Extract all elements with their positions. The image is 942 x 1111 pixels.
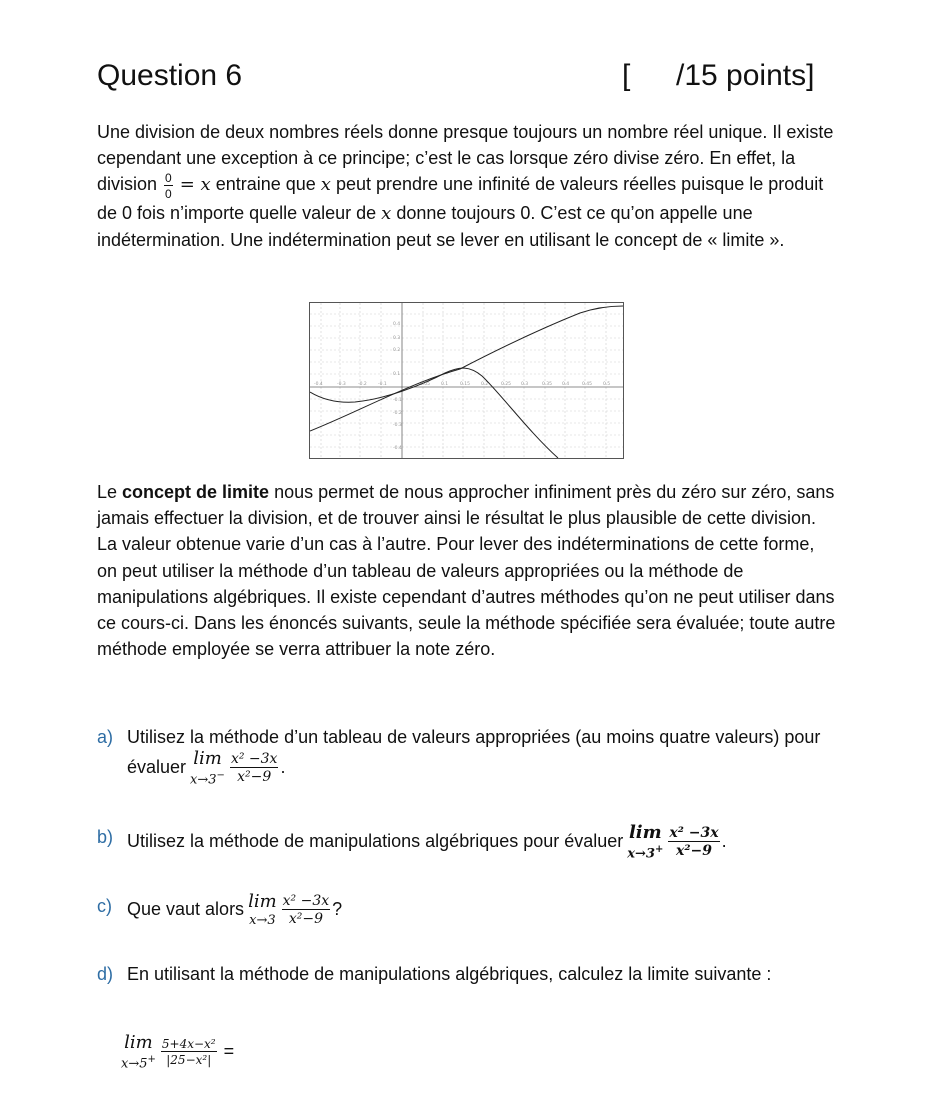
math-x: x xyxy=(200,174,211,196)
svg-text:-0.3: -0.3 xyxy=(337,382,346,387)
intro-text-4: donne toujours 0. C’est ce qu’on appelle une indétermination. Une indétermination peut se lever en utilisant le concept de « limite ». xyxy=(97,202,785,250)
grid-lines xyxy=(310,303,623,458)
limit-side: − xyxy=(216,770,225,781)
fraction-denominator: x²−9 xyxy=(676,843,712,860)
fraction-denominator: 0 xyxy=(165,186,172,201)
svg-text:-0.1: -0.1 xyxy=(393,398,402,403)
intro-text-1: Une division de deux nombres réels donne presque toujours un nombre réel unique. Il existe cependant une exception à ce principe; c’est le cas lorsque zéro divise zéro. En effet, la division xyxy=(97,122,834,195)
function-graph-image xyxy=(309,302,624,459)
concept-text-after: nous permet de nous approcher infiniment près du zéro sur zéro, sans jamais effectuer la division, et de trouver ainsi le résultat le plus plausible de cette division. La valeur obtenue varie d’un cas à l’autre. Pour lever des indéterminations de cette forme, on peut utiliser la méthode d’un tableau de valeurs appropriées ou la méthode de manipulations algébriques. Il existe cependant d’autres méthodes qu’on ne peut utiliser dans ce cours-ci. Dans les énoncés suivants, seule la méthode spécifiée sera évaluée; toute autre méthode employée se verra attribuer la note zéro. xyxy=(97,482,836,660)
limit-expression xyxy=(190,750,225,786)
limit-expression xyxy=(627,824,663,860)
concept-term: concept de limite xyxy=(122,482,270,502)
svg-text:-0.4: -0.4 xyxy=(393,446,402,451)
limit-side: + xyxy=(147,1054,156,1065)
score-bracket-open: [ xyxy=(622,59,631,92)
fraction-denominator: x²−9 xyxy=(288,911,323,927)
limit-fraction xyxy=(161,1038,217,1066)
question-d-label: d) xyxy=(97,964,114,984)
question-c-end: ? xyxy=(332,898,343,919)
intro-text-3: peut prendre une infinité de valeurs réelles puisque le produit de 0 fois n’importe quelle valeur de xyxy=(97,174,824,223)
question-title: Question 6 xyxy=(97,59,243,92)
equals-sign: = xyxy=(179,174,201,196)
question-b-text xyxy=(127,824,837,860)
svg-text:0.45: 0.45 xyxy=(582,382,593,387)
question-a-statement: Utilisez la méthode d’un tableau de valeurs appropriées (au moins quatre valeurs) pour évaluer xyxy=(127,727,821,777)
question-b-label: b) xyxy=(97,827,114,847)
score-points: /15 points] xyxy=(676,59,815,92)
limit-fraction xyxy=(282,894,331,926)
question-d-limit xyxy=(117,1034,234,1070)
limit-operator: lim xyxy=(193,748,222,769)
graph-drawing xyxy=(310,303,623,458)
question-b-end: . xyxy=(721,830,727,851)
concept-paragraph xyxy=(97,479,837,662)
limit-approach-value: x→5 xyxy=(121,1056,148,1072)
question-c-text xyxy=(127,893,837,927)
intro-paragraph xyxy=(97,119,837,253)
limit-operator: lim xyxy=(628,822,662,843)
fraction-numerator: 5+4x−x² xyxy=(161,1037,216,1052)
limit-approach xyxy=(121,1055,156,1070)
equals-sign: = xyxy=(223,1040,235,1061)
limit-approach-value: x→3 xyxy=(249,913,276,928)
svg-text:0.2: 0.2 xyxy=(393,348,401,353)
question-b-statement: Utilisez la méthode de manipulations algébriques pour évaluer xyxy=(127,830,624,851)
svg-text:-0.2: -0.2 xyxy=(358,382,367,387)
question-c-label: c) xyxy=(97,896,112,916)
fraction-denominator: x²−9 xyxy=(237,769,272,786)
question-d-text: En utilisant la méthode de manipulations algébriques, calculez la limite suivante : xyxy=(127,964,772,984)
svg-text:0.2: 0.2 xyxy=(481,382,489,387)
fraction-numerator: x² −3x xyxy=(230,751,278,768)
limit-side: + xyxy=(655,844,664,855)
svg-text:0.5: 0.5 xyxy=(603,382,611,387)
limit-operator: lim xyxy=(248,891,277,912)
limit-approach xyxy=(190,771,225,786)
svg-text:0.3: 0.3 xyxy=(393,336,401,341)
svg-text:-0.1: -0.1 xyxy=(378,382,387,387)
limit-operator: lim xyxy=(124,1032,153,1053)
limit-expression xyxy=(248,893,277,927)
question-a-text xyxy=(127,724,837,786)
math-x: x xyxy=(381,202,392,224)
question-a-end: . xyxy=(280,756,286,777)
question-a-label: a) xyxy=(97,727,114,747)
zero-over-zero-fraction xyxy=(164,172,173,200)
fraction-numerator: x² −3x xyxy=(282,893,330,909)
svg-text:-0.3: -0.3 xyxy=(393,423,402,428)
fraction-numerator: 0 xyxy=(165,170,172,185)
axis-tick-labels xyxy=(314,321,610,451)
svg-text:0.25: 0.25 xyxy=(501,382,512,387)
question-c-statement: Que vaut alors xyxy=(127,898,245,919)
limit-expression xyxy=(121,1034,156,1070)
svg-text:0.1: 0.1 xyxy=(441,382,449,387)
svg-text:0.05: 0.05 xyxy=(420,382,431,387)
limit-fraction xyxy=(668,826,719,858)
question-heading xyxy=(97,56,834,96)
concept-text-before: Le xyxy=(97,482,123,502)
fraction-numerator: x² −3x xyxy=(669,825,719,842)
math-x: x xyxy=(320,174,331,196)
svg-text:-0.2: -0.2 xyxy=(393,411,402,416)
svg-text:-0.4: -0.4 xyxy=(314,382,323,387)
fraction-denominator: |25−x²| xyxy=(166,1053,212,1068)
svg-text:0.4: 0.4 xyxy=(562,382,570,387)
limit-fraction xyxy=(230,752,279,784)
svg-text:0.35: 0.35 xyxy=(542,382,553,387)
intro-text-2: entraine que xyxy=(210,174,321,195)
limit-approach xyxy=(627,845,663,860)
limit-approach-value: x→3 xyxy=(627,846,655,862)
limit-approach-value: x→3 xyxy=(190,772,217,788)
svg-text:0.1: 0.1 xyxy=(393,372,401,377)
svg-text:0.3: 0.3 xyxy=(521,382,529,387)
svg-text:0.4: 0.4 xyxy=(393,322,401,327)
svg-text:0.15: 0.15 xyxy=(460,382,471,387)
